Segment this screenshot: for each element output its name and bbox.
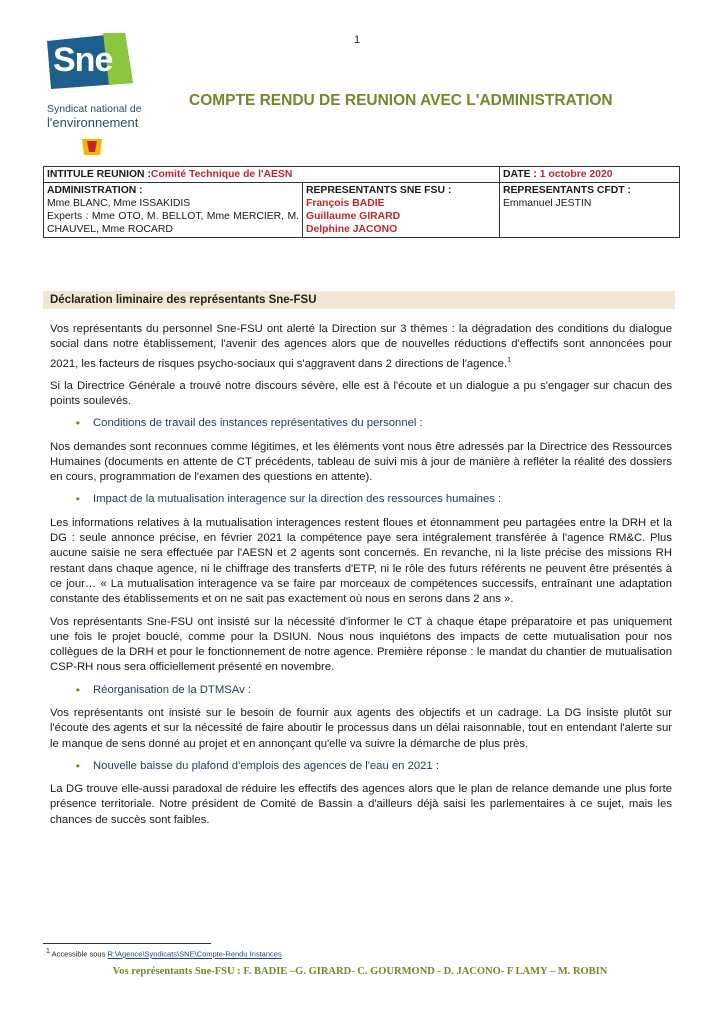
administration-line1: Mme BLANC, Mme ISSAKIDIS	[47, 198, 191, 209]
paragraph: La DG trouve elle-aussi paradoxal de réduire les effectifs des agences alors que le plan de relance demande une plus forte présence territoriale. Notre président de Comité de Bassin a d'ailleurs déjà saisi les parlementaires à ce sujet, mais les chances de succès sont faibles.	[50, 783, 672, 826]
meeting-info-table	[43, 166, 680, 238]
sne-label: REPRESENTANTS SNE FSU :	[306, 185, 452, 196]
administration-line2: Experts : Mme OTO, M. BELLOT, Mme MERCIER, M. CHAUVEL, Mme ROCARD	[47, 211, 299, 235]
footnote-ref: 1	[507, 356, 511, 364]
bullet-icon: •	[75, 682, 80, 697]
paragraph: Vos représentants ont insisté sur le besoin de fournir aux agents des objectifs et un cadrage. La DG insiste plutôt sur l'écoute des agents et sur la nécessité de faire aboutir le processus dans un délai raisonnable, tout en entendant l'alerte sur le manque de sens donné au projet et en annonçant qu'elle va suivre la démarche de plus près.	[50, 707, 672, 750]
intitule-cell	[44, 167, 500, 183]
paragraph: Si la Directrice Générale a trouvé notre discours sévère, elle est à l'écoute et un dialogue a pu s'engager sur chacun des points soulevés.	[50, 379, 672, 407]
logo-brand: Sne	[53, 41, 113, 79]
date-label: DATE :	[503, 169, 540, 180]
cfdt-cell	[500, 183, 680, 238]
section-heading: Déclaration liminaire des représentants Sne-FSU	[43, 291, 675, 309]
bullet-text: Nouvelle baisse du plafond d'emplois des agences de l'eau en 2021 :	[93, 759, 439, 772]
footnote-link[interactable]: R:\Agence\Syndicats\SNE\Compte-Rendu Instances	[107, 949, 282, 959]
sne-logo	[45, 33, 155, 163]
footer-representatives: Vos représentants Sne-FSU : F. BADIE –G. GIRARD- C. GOURMOND - D. JACONO- F LAMY – M. ROBIN	[112, 966, 608, 977]
page-title: COMPTE RENDU DE REUNION AVEC L'ADMINISTRATION	[189, 92, 613, 109]
footnote-text: Accessible sous	[49, 949, 108, 959]
date-value: 1 octobre 2020	[539, 169, 613, 180]
bullet-icon: •	[75, 758, 80, 773]
cfdt-label: REPRESENTANTS CFDT :	[503, 185, 631, 196]
footnote-number: 1	[46, 948, 50, 955]
bullet-item	[50, 683, 672, 698]
page-number: 1	[354, 34, 361, 46]
sne-member: Delphine JACONO	[306, 224, 398, 235]
bullet-item	[50, 492, 672, 507]
administration-label: ADMINISTRATION :	[47, 185, 143, 196]
sne-member: Guillaume GIRARD	[306, 211, 401, 222]
bullet-item	[50, 759, 672, 774]
paragraph: Vos représentants Sne-FSU ont insisté sur la nécessité d'informer le CT à chaque étape préparatoire et pas uniquement une fois le projet bouclé, comme pour la DSIUN. Nous nous inquiétons des impacts de cette mutualisation pour nos collègues de la DRH et pour le fonctionnement de notre agence. Première réponse : le mandat du chantier de mutualisation CSP-RH nous sera officiellement présenté en novembre.	[50, 615, 672, 674]
sne-member: François BADIE	[306, 198, 385, 209]
bullet-text: Conditions de travail des instances représentatives du personnel :	[93, 417, 423, 430]
bullet-text: Réorganisation de la DTMSAv :	[93, 683, 252, 696]
bullet-text: Impact de la mutualisation interagence sur la direction des ressources humaines :	[93, 493, 502, 506]
sne-cell	[303, 183, 500, 238]
paragraph: Les informations relatives à la mutualisation interagences restent floues et étonnamment peu partagées entre la DRH et la DG : seule annonce précise, en février 2021 la compétence paye sera intégralement transférée à l'agence RM&C. Plus aucune saisie ne sera effectuée par l'AESN et 2 agents sont concernés. En revanche, ni la liste précise des missions RH restant dans chaque agence, ni le chiffrage des transferts d'ETP, ni le rôle des futurs référents ne peuvent être présentés à ce jour… « La mutualisation interagence va se faire par morceaux de compétences successifs, entraînant une adaptation constante des établissements et on ne sait pas exactement où nous en serons dans 2 ans ».	[50, 516, 672, 606]
paragraph-text: Vos représentants du personnel Sne-FSU ont alerté la Direction sur 3 thèmes : la dégradation des conditions du dialogue social dans notre établissement, l'avenir des agences alors que de nouvelles réductions d'effectifs sont annoncées pour 2021, les facteurs de risques psycho-sociaux qui s'aggravent dans 2 directions de l'agence.	[50, 323, 672, 370]
logo-line2: l'environnement	[47, 115, 139, 130]
footnote-divider	[43, 943, 211, 944]
cfdt-member: Emmanuel JESTIN	[503, 198, 592, 209]
administration-cell	[44, 183, 303, 238]
logo-line1: Syndicat national de	[47, 103, 142, 115]
document-body	[50, 322, 672, 835]
bullet-icon: •	[75, 492, 80, 507]
paragraph	[50, 322, 672, 372]
date-cell	[500, 167, 680, 183]
intitule-label: INTITULE REUNION :	[47, 169, 151, 180]
bullet-icon: •	[75, 416, 80, 431]
fsu-icon	[79, 135, 105, 159]
footnote	[46, 948, 282, 959]
paragraph: Nos demandes sont reconnues comme légitimes, et les éléments vont nous être adressés par la Directrice des Ressources Humaines (documents en attente de CT précédents, tableau de suivi mis à jour de manière à refléter la réalité des dossiers en cours, programmation de l'examen des questions en attente).	[50, 440, 672, 484]
bullet-item	[50, 416, 672, 431]
intitule-value: Comité Technique de l'AESN	[150, 169, 293, 180]
